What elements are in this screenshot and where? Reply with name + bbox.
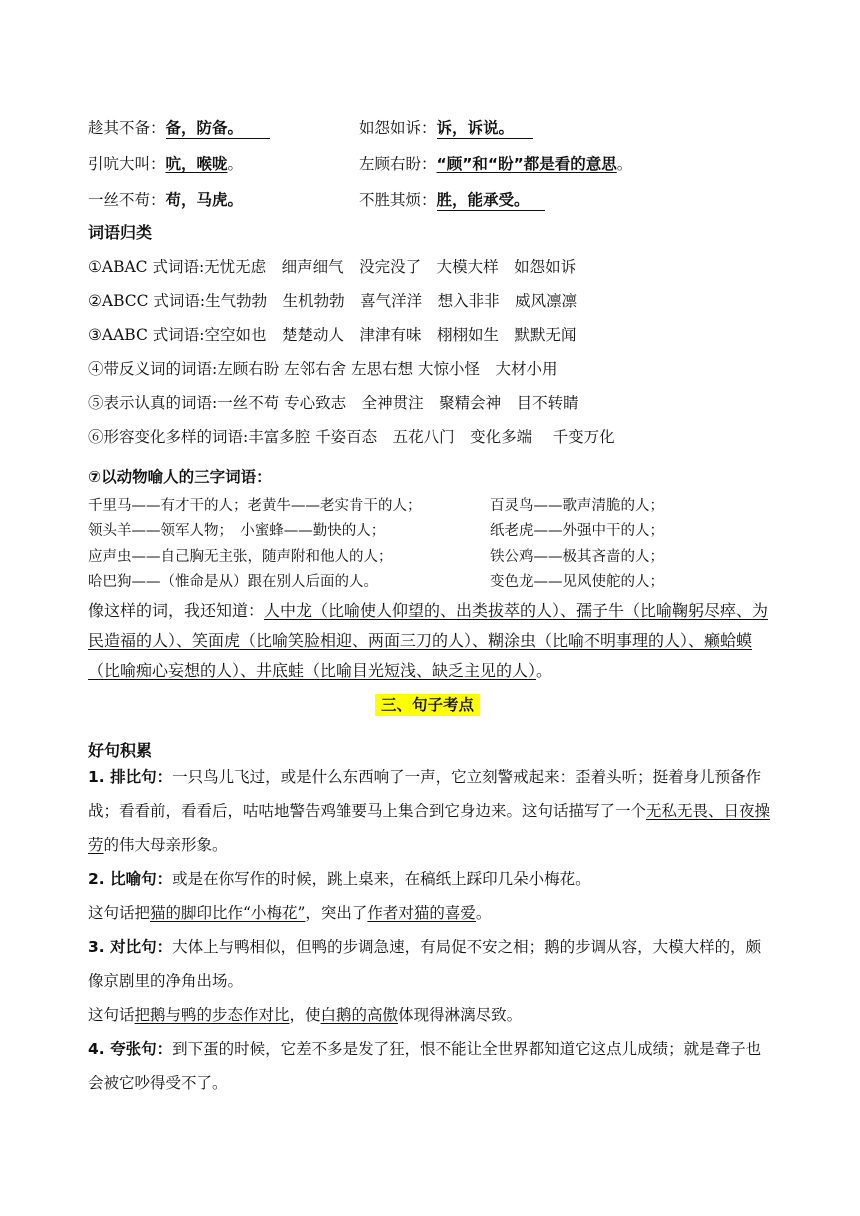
- animal-row-1-a: 千里马——有才干的人；老黄牛——老实肯干的人；: [88, 498, 422, 514]
- sentence-4: 4. 夸张句：到下蛋的时候，它差不多是发了狂，恨不能让全世界都知道它这点儿成绩；就是聋子也会被它吵得受不了。: [88, 1040, 762, 1092]
- animal-heading: ⑦以动物喻人的三字词语：: [88, 468, 272, 486]
- explanation-5: 一丝不苟：苟，马虎。: [88, 191, 244, 209]
- sentence-1: 1. 排比句：一只鸟儿飞过，或是什么东西响了一声，它立刻警戒起来：歪着头听；挺着身儿预备作战；看看前，看看后，咕咕地警告鸡雏要马上集合到它身边来。这句话描写了一个无私无畏、日夜操劳的伟大母亲形象。: [88, 768, 771, 854]
- animal-row-2-b: 纸老虎——外强中干的人；: [490, 523, 664, 539]
- animal-row-4-a: 哈巴狗——（惟命是从）跟在别人后面的人。: [88, 574, 378, 590]
- classify-row-4: ④带反义词的词语:左顾右盼 左邻右舍 左思右想 大惊小怪 大材小用: [88, 360, 558, 378]
- sentence-3: 3. 对比句：大体上与鸭相似，但鸭的步调急速，有局促不安之相；鹅的步调从容，大模大样的，颇像京剧里的净角出场。: [88, 938, 762, 990]
- explanation-6: 不胜其烦：胜，能承受。: [359, 188, 545, 211]
- classify-row-2: ②ABCC 式词语:生气勃勃 生机勃勃 喜气洋洋 想入非非 威风凛凛: [88, 292, 578, 310]
- good-sentences-heading: 好句积累: [88, 741, 153, 760]
- explanation-2: 如怨如诉：诉，诉说。: [359, 116, 533, 139]
- explanation-3: 引吭大叫：吭，喉咙。: [88, 155, 244, 173]
- classify-row-5: ⑤表示认真的词语:一丝不苟 专心致志 全神贯注 聚精会神 目不转睛: [88, 394, 579, 412]
- animal-row-1-b: 百灵鸟——歌声清脆的人；: [490, 498, 664, 514]
- classify-row-1: ①ABAC 式词语:无忧无虑 细声细气 没完没了 大模大样 如怨如诉: [88, 258, 577, 276]
- more-words-paragraph: 像这样的词，我还知道：人中龙（比喻使人仰望的、出类拔萃的人）、孺子牛（比喻鞠躬尽瘁、为民造福的人）、笑面虎（比喻笑脸相迎、两面三刀的人）、糊涂虫（比喻不明事理的人）、癞蛤蟆（比喻痴心妄想的人）、井底蛙（比喻目光短浅、缺乏主见的人）。: [88, 601, 769, 680]
- animal-row-3-b: 铁公鸡——极其吝啬的人；: [490, 549, 664, 565]
- explanation-4: 左顾右盼：“顾”和“盼”都是看的意思。: [359, 155, 633, 173]
- sentence-2: 2. 比喻句：或是在你写作的时候，跳上桌来，在稿纸上踩印几朵小梅花。: [88, 870, 591, 888]
- explanation-1: 趁其不备：备，防备。: [88, 116, 270, 139]
- classify-heading: 词语归类: [88, 223, 153, 242]
- sentence-2-note: 这句话把猫的脚印比作“小梅花”，突出了作者对猫的喜爱。: [88, 904, 492, 922]
- classify-row-6: ⑥形容变化多样的词语:丰富多腔 千姿百态 五花八门 变化多端 千变万化: [88, 428, 615, 446]
- animal-row-4-b: 变色龙——见风使舵的人；: [490, 574, 664, 590]
- animal-row-3-a: 应声虫——自己胸无主张，随声附和他人的人；: [88, 549, 393, 565]
- classify-row-3: ③AABC 式词语:空空如也 楚楚动人 津津有味 栩栩如生 默默无闻: [88, 326, 577, 344]
- sentence-3-note: 这句话把鹅与鸭的步态作对比，使白鹅的高傲体现得淋漓尽致。: [88, 1006, 523, 1024]
- animal-row-2-a: 领头羊——领军人物； 小蜜蜂——勤快的人；: [88, 523, 386, 539]
- section-title: 三、句子考点: [375, 693, 480, 715]
